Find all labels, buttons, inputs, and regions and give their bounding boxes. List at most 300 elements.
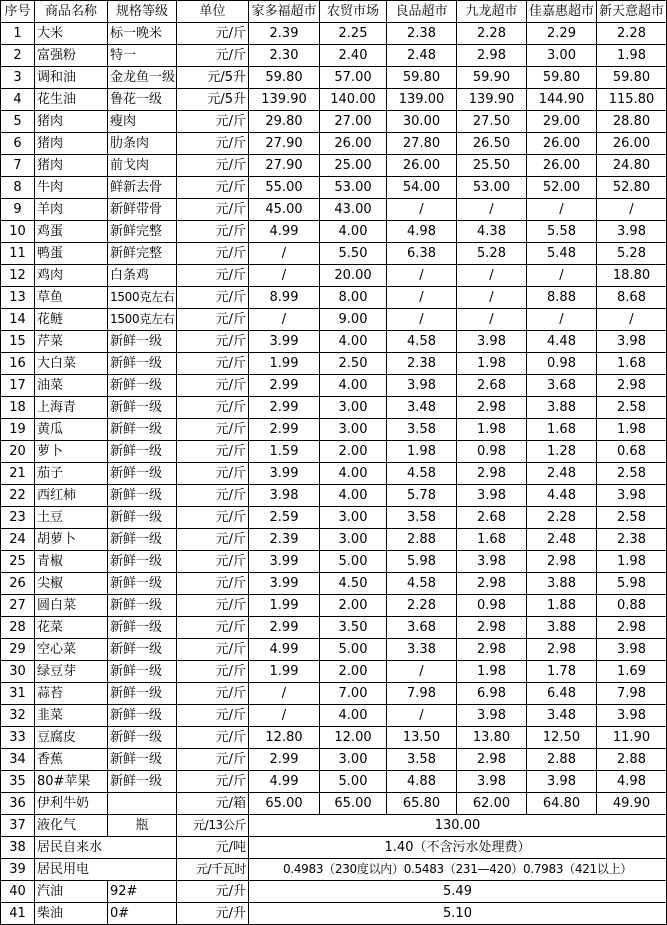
table-row (1, 551, 667, 573)
row-spec: 新鲜一级 (108, 551, 177, 573)
row-price: / (457, 265, 527, 287)
row-unit: 元/斤 (177, 375, 249, 397)
row-price: 4.99 (249, 771, 320, 793)
row-price: 13.80 (457, 727, 527, 749)
row-price: / (527, 309, 597, 331)
row-price: 65.80 (387, 793, 457, 815)
row-price: 139.90 (249, 89, 320, 111)
row-seq: 13 (1, 287, 35, 309)
row-price: 3.68 (387, 617, 457, 639)
row-price: 52.80 (597, 177, 667, 199)
row-seq: 7 (1, 155, 35, 177)
row-price: 2.48 (527, 529, 597, 551)
row-price: 2.58 (597, 397, 667, 419)
row-unit: 元/斤 (177, 23, 249, 45)
row-price: 25.00 (320, 155, 387, 177)
row-unit: 元/斤 (177, 485, 249, 507)
row-unit: 元/斤 (177, 45, 249, 67)
row-price: 2.99 (249, 617, 320, 639)
table-row (1, 463, 667, 485)
row-seq: 28 (1, 617, 35, 639)
row-spec: 1500克左右 (108, 287, 177, 309)
row-price: 2.98 (457, 617, 527, 639)
row-price: 3.58 (387, 507, 457, 529)
row-merged-price: 5.49 (249, 881, 667, 903)
row-price: 4.99 (249, 639, 320, 661)
row-price: 3.99 (249, 551, 320, 573)
row-price: 2.99 (249, 375, 320, 397)
row-price: 1.68 (457, 529, 527, 551)
row-product-name: 鸭蛋 (35, 243, 108, 265)
row-unit: 元/斤 (177, 705, 249, 727)
row-price: 6.48 (527, 683, 597, 705)
row-merged-price: 1.40（不含污水处理费） (249, 837, 667, 859)
row-price: 3.98 (457, 771, 527, 793)
row-price: 27.90 (249, 133, 320, 155)
row-product-name: 胡萝卜 (35, 529, 108, 551)
row-price: 26.00 (320, 133, 387, 155)
row-price: 2.58 (597, 507, 667, 529)
row-price: 3.68 (527, 375, 597, 397)
row-price: 2.59 (249, 507, 320, 529)
row-price: 2.28 (457, 23, 527, 45)
row-product-name: 土豆 (35, 507, 108, 529)
row-price: 2.98 (597, 375, 667, 397)
row-price: 53.00 (320, 177, 387, 199)
row-price: 65.00 (249, 793, 320, 815)
row-price: 3.58 (387, 749, 457, 771)
row-price: 2.38 (597, 529, 667, 551)
row-unit: 元/斤 (177, 419, 249, 441)
row-price: 3.99 (249, 463, 320, 485)
row-unit: 元/斤 (177, 331, 249, 353)
row-price: 144.90 (527, 89, 597, 111)
row-price: 45.00 (249, 199, 320, 221)
row-price: 2.50 (320, 353, 387, 375)
row-unit: 元/斤 (177, 353, 249, 375)
row-unit: 元/斤 (177, 551, 249, 573)
row-price: 12.00 (320, 727, 387, 749)
row-price: 3.00 (527, 45, 597, 67)
row-product-name: 居民用电 (35, 859, 177, 881)
row-unit: 元/13公斤 (177, 815, 249, 837)
row-price: 2.40 (320, 45, 387, 67)
table-row (1, 331, 667, 353)
row-unit: 元/斤 (177, 771, 249, 793)
header-spec: 规格等级 (108, 1, 177, 23)
table-row (1, 573, 667, 595)
row-price: 59.90 (457, 67, 527, 89)
row-product-name: 居民自来水 (35, 837, 177, 859)
row-price: 1.98 (457, 353, 527, 375)
row-price: 8.00 (320, 287, 387, 309)
row-spec: 新鲜一级 (108, 705, 177, 727)
row-spec: 新鲜一级 (108, 397, 177, 419)
row-seq: 14 (1, 309, 35, 331)
row-unit: 元/斤 (177, 595, 249, 617)
row-unit: 元/5升 (177, 89, 249, 111)
row-product-name: 80#苹果 (35, 771, 108, 793)
row-price: 2.28 (527, 507, 597, 529)
row-price: 55.00 (249, 177, 320, 199)
row-seq: 40 (1, 881, 35, 903)
row-price: 4.58 (387, 463, 457, 485)
row-price: 3.98 (387, 375, 457, 397)
row-seq: 24 (1, 529, 35, 551)
row-unit: 元/吨 (177, 837, 249, 859)
row-price: 3.88 (527, 617, 597, 639)
row-spec: 特一 (108, 45, 177, 67)
row-unit: 元/斤 (177, 243, 249, 265)
table-row (1, 221, 667, 243)
row-price: 3.58 (387, 419, 457, 441)
row-price: 2.28 (597, 23, 667, 45)
row-product-name: 芹菜 (35, 331, 108, 353)
table-row (1, 441, 667, 463)
row-seq: 10 (1, 221, 35, 243)
row-spec: 新鲜完整 (108, 243, 177, 265)
row-product-name: 调和油 (35, 67, 108, 89)
row-price: 5.00 (320, 771, 387, 793)
row-price: 1.59 (249, 441, 320, 463)
row-product-name: 尖椒 (35, 573, 108, 595)
row-price: 3.98 (457, 705, 527, 727)
row-price: 1.68 (527, 419, 597, 441)
row-price: 5.48 (527, 243, 597, 265)
row-price: 3.88 (527, 397, 597, 419)
row-price: 4.50 (320, 573, 387, 595)
row-spec: 1500克左右 (108, 309, 177, 331)
row-price: 4.00 (320, 705, 387, 727)
row-price: 4.48 (527, 485, 597, 507)
row-price: 0.98 (457, 441, 527, 463)
table-row (1, 111, 667, 133)
row-price: 18.80 (597, 265, 667, 287)
row-unit: 元/斤 (177, 177, 249, 199)
row-product-name: 黄瓜 (35, 419, 108, 441)
row-unit: 元/斤 (177, 529, 249, 551)
row-price: 49.90 (597, 793, 667, 815)
row-price: / (387, 287, 457, 309)
row-price: 4.00 (320, 331, 387, 353)
row-price: 4.98 (597, 771, 667, 793)
table-row (1, 903, 667, 925)
header-seq: 序号 (1, 1, 35, 23)
row-price: 3.00 (320, 397, 387, 419)
row-unit: 元/斤 (177, 661, 249, 683)
row-price: / (249, 243, 320, 265)
row-unit: 元/5升 (177, 67, 249, 89)
table-row (1, 375, 667, 397)
row-spec: 新鲜一级 (108, 595, 177, 617)
row-seq: 16 (1, 353, 35, 375)
row-price: 1.28 (527, 441, 597, 463)
row-price: 1.98 (457, 661, 527, 683)
row-price: / (249, 265, 320, 287)
row-unit: 元/斤 (177, 155, 249, 177)
row-price: 4.00 (320, 221, 387, 243)
row-price: 6.38 (387, 243, 457, 265)
row-price: 8.88 (527, 287, 597, 309)
row-spec: 肋条肉 (108, 133, 177, 155)
row-price: / (387, 705, 457, 727)
row-seq: 32 (1, 705, 35, 727)
row-price: 1.98 (597, 45, 667, 67)
row-price: 4.98 (387, 221, 457, 243)
row-spec: 新鲜一级 (108, 749, 177, 771)
row-price: / (387, 265, 457, 287)
table-row (1, 243, 667, 265)
row-seq: 39 (1, 859, 35, 881)
header-store-jiulong: 九龙超市 (457, 1, 527, 23)
row-seq: 12 (1, 265, 35, 287)
table-row (1, 661, 667, 683)
row-spec: 0# (108, 903, 177, 925)
row-price: 1.99 (249, 595, 320, 617)
row-unit: 元/斤 (177, 749, 249, 771)
row-price: 4.58 (387, 331, 457, 353)
row-seq: 27 (1, 595, 35, 617)
table-row (1, 705, 667, 727)
row-unit: 元/斤 (177, 199, 249, 221)
row-spec: 瘦肉 (108, 111, 177, 133)
row-price: 2.98 (457, 639, 527, 661)
row-price: / (387, 199, 457, 221)
row-price: 3.98 (597, 705, 667, 727)
row-price: 5.28 (457, 243, 527, 265)
row-seq: 31 (1, 683, 35, 705)
row-price: 4.88 (387, 771, 457, 793)
row-product-name: 猪肉 (35, 111, 108, 133)
row-price: 52.00 (527, 177, 597, 199)
row-price: 3.98 (597, 639, 667, 661)
row-price: 28.80 (597, 111, 667, 133)
row-price: 2.98 (527, 551, 597, 573)
row-price: 0.98 (527, 353, 597, 375)
row-price: 140.00 (320, 89, 387, 111)
row-price: 4.00 (320, 485, 387, 507)
row-price: 59.80 (527, 67, 597, 89)
row-spec: 新鲜一级 (108, 441, 177, 463)
row-price: 2.38 (387, 23, 457, 45)
row-spec: 新鲜一级 (108, 617, 177, 639)
row-price: 26.00 (527, 155, 597, 177)
row-seq: 41 (1, 903, 35, 925)
row-price: / (249, 705, 320, 727)
row-price: 2.29 (527, 23, 597, 45)
row-product-name: 汽油 (35, 881, 108, 903)
row-seq: 8 (1, 177, 35, 199)
row-price: 29.00 (527, 111, 597, 133)
row-unit: 元/斤 (177, 507, 249, 529)
row-price: 3.99 (249, 573, 320, 595)
row-price: 2.25 (320, 23, 387, 45)
table-row (1, 793, 667, 815)
table-row (1, 177, 667, 199)
header-store-nongmao: 农贸市场 (320, 1, 387, 23)
row-unit: 元/斤 (177, 133, 249, 155)
row-unit: 元/斤 (177, 683, 249, 705)
row-unit: 元/箱 (177, 793, 249, 815)
row-seq: 26 (1, 573, 35, 595)
row-price: 2.98 (457, 397, 527, 419)
row-price: / (457, 309, 527, 331)
row-product-name: 鸡肉 (35, 265, 108, 287)
row-product-name: 豆腐皮 (35, 727, 108, 749)
row-price: 3.98 (597, 485, 667, 507)
row-product-name: 蒜苔 (35, 683, 108, 705)
row-price: / (387, 661, 457, 683)
row-price: 54.00 (387, 177, 457, 199)
row-price: 8.68 (597, 287, 667, 309)
row-price: 2.39 (249, 529, 320, 551)
table-row (1, 419, 667, 441)
row-seq: 23 (1, 507, 35, 529)
table-row (1, 595, 667, 617)
row-price: 2.00 (320, 595, 387, 617)
row-price: 0.68 (597, 441, 667, 463)
row-price: / (457, 199, 527, 221)
row-price: 5.98 (597, 573, 667, 595)
row-price: 7.98 (387, 683, 457, 705)
row-price: 12.50 (527, 727, 597, 749)
row-price: 26.50 (457, 133, 527, 155)
row-spec: 白条鸡 (108, 265, 177, 287)
row-price: 3.38 (387, 639, 457, 661)
row-price: 2.48 (387, 45, 457, 67)
table-row (1, 507, 667, 529)
row-price: 25.50 (457, 155, 527, 177)
header-row (1, 1, 667, 23)
row-price: / (597, 309, 667, 331)
row-price: 5.00 (320, 639, 387, 661)
row-unit: 元/升 (177, 881, 249, 903)
header-unit: 单位 (177, 1, 249, 23)
row-price: / (387, 309, 457, 331)
row-price: 29.80 (249, 111, 320, 133)
row-spec: 鲁花一级 (108, 89, 177, 111)
row-price: / (527, 199, 597, 221)
row-price: 3.48 (527, 705, 597, 727)
row-price: 4.99 (249, 221, 320, 243)
row-price: 62.00 (457, 793, 527, 815)
row-price: 4.58 (387, 573, 457, 595)
row-seq: 9 (1, 199, 35, 221)
row-seq: 35 (1, 771, 35, 793)
row-product-name: 羊肉 (35, 199, 108, 221)
row-price: 30.00 (387, 111, 457, 133)
row-unit: 元/斤 (177, 573, 249, 595)
row-price: / (597, 199, 667, 221)
table-row (1, 683, 667, 705)
row-price: 13.50 (387, 727, 457, 749)
row-price: 2.88 (527, 749, 597, 771)
row-price: 43.00 (320, 199, 387, 221)
row-unit: 元/斤 (177, 397, 249, 419)
row-price: 5.58 (527, 221, 597, 243)
row-price: / (249, 309, 320, 331)
row-product-name: 香蕉 (35, 749, 108, 771)
row-price: 2.68 (457, 375, 527, 397)
row-price: 8.99 (249, 287, 320, 309)
row-spec: 新鲜一级 (108, 529, 177, 551)
row-price: 59.80 (597, 67, 667, 89)
row-unit: 元/千瓦时 (177, 859, 249, 881)
row-seq: 21 (1, 463, 35, 485)
row-seq: 17 (1, 375, 35, 397)
row-seq: 1 (1, 23, 35, 45)
row-seq: 4 (1, 89, 35, 111)
row-seq: 37 (1, 815, 35, 837)
table-row (1, 287, 667, 309)
row-spec: 新鲜一级 (108, 331, 177, 353)
row-spec: 新鲜一级 (108, 573, 177, 595)
table-row (1, 881, 667, 903)
row-product-name: 富强粉 (35, 45, 108, 67)
table-row (1, 727, 667, 749)
row-price: 2.48 (527, 463, 597, 485)
row-seq: 6 (1, 133, 35, 155)
header-name: 商品名称 (35, 1, 108, 23)
row-product-name: 空心菜 (35, 639, 108, 661)
row-unit: 元/斤 (177, 221, 249, 243)
row-spec: 标一晚米 (108, 23, 177, 45)
row-price: 2.88 (387, 529, 457, 551)
row-product-name: 花生油 (35, 89, 108, 111)
row-merged-price: 130.00 (249, 815, 667, 837)
row-price: 115.80 (597, 89, 667, 111)
row-price: 64.80 (527, 793, 597, 815)
row-price: 1.98 (457, 419, 527, 441)
row-spec: 92# (108, 881, 177, 903)
row-seq: 15 (1, 331, 35, 353)
row-seq: 3 (1, 67, 35, 89)
row-spec: 新鲜一级 (108, 375, 177, 397)
row-price: 0.98 (457, 595, 527, 617)
row-price: 2.00 (320, 661, 387, 683)
row-price: 7.00 (320, 683, 387, 705)
row-spec: 新鲜一级 (108, 507, 177, 529)
row-product-name: 绿豆芽 (35, 661, 108, 683)
row-product-name: 液化气 (35, 815, 108, 837)
row-price: 2.58 (597, 463, 667, 485)
row-product-name: 花鲢 (35, 309, 108, 331)
row-price: 11.90 (597, 727, 667, 749)
row-price: 3.99 (249, 331, 320, 353)
row-price: 4.00 (320, 463, 387, 485)
row-unit: 元/升 (177, 903, 249, 925)
header-store-xintianyi: 新天意超市 (597, 1, 667, 23)
row-price: 139.90 (457, 89, 527, 111)
row-seq: 2 (1, 45, 35, 67)
row-price: 2.99 (249, 419, 320, 441)
table-row (1, 155, 667, 177)
row-spec: 新鲜一级 (108, 353, 177, 375)
row-price: 1.98 (597, 551, 667, 573)
row-unit: 元/斤 (177, 265, 249, 287)
table-row (1, 67, 667, 89)
row-price: 3.48 (387, 397, 457, 419)
row-seq: 36 (1, 793, 35, 815)
row-product-name: 西红柿 (35, 485, 108, 507)
row-price: 5.00 (320, 551, 387, 573)
row-price: 59.80 (387, 67, 457, 89)
row-price: 2.00 (320, 441, 387, 463)
row-price: 26.00 (527, 133, 597, 155)
row-price: 1.99 (249, 353, 320, 375)
row-price: 5.78 (387, 485, 457, 507)
row-price: 2.99 (249, 397, 320, 419)
